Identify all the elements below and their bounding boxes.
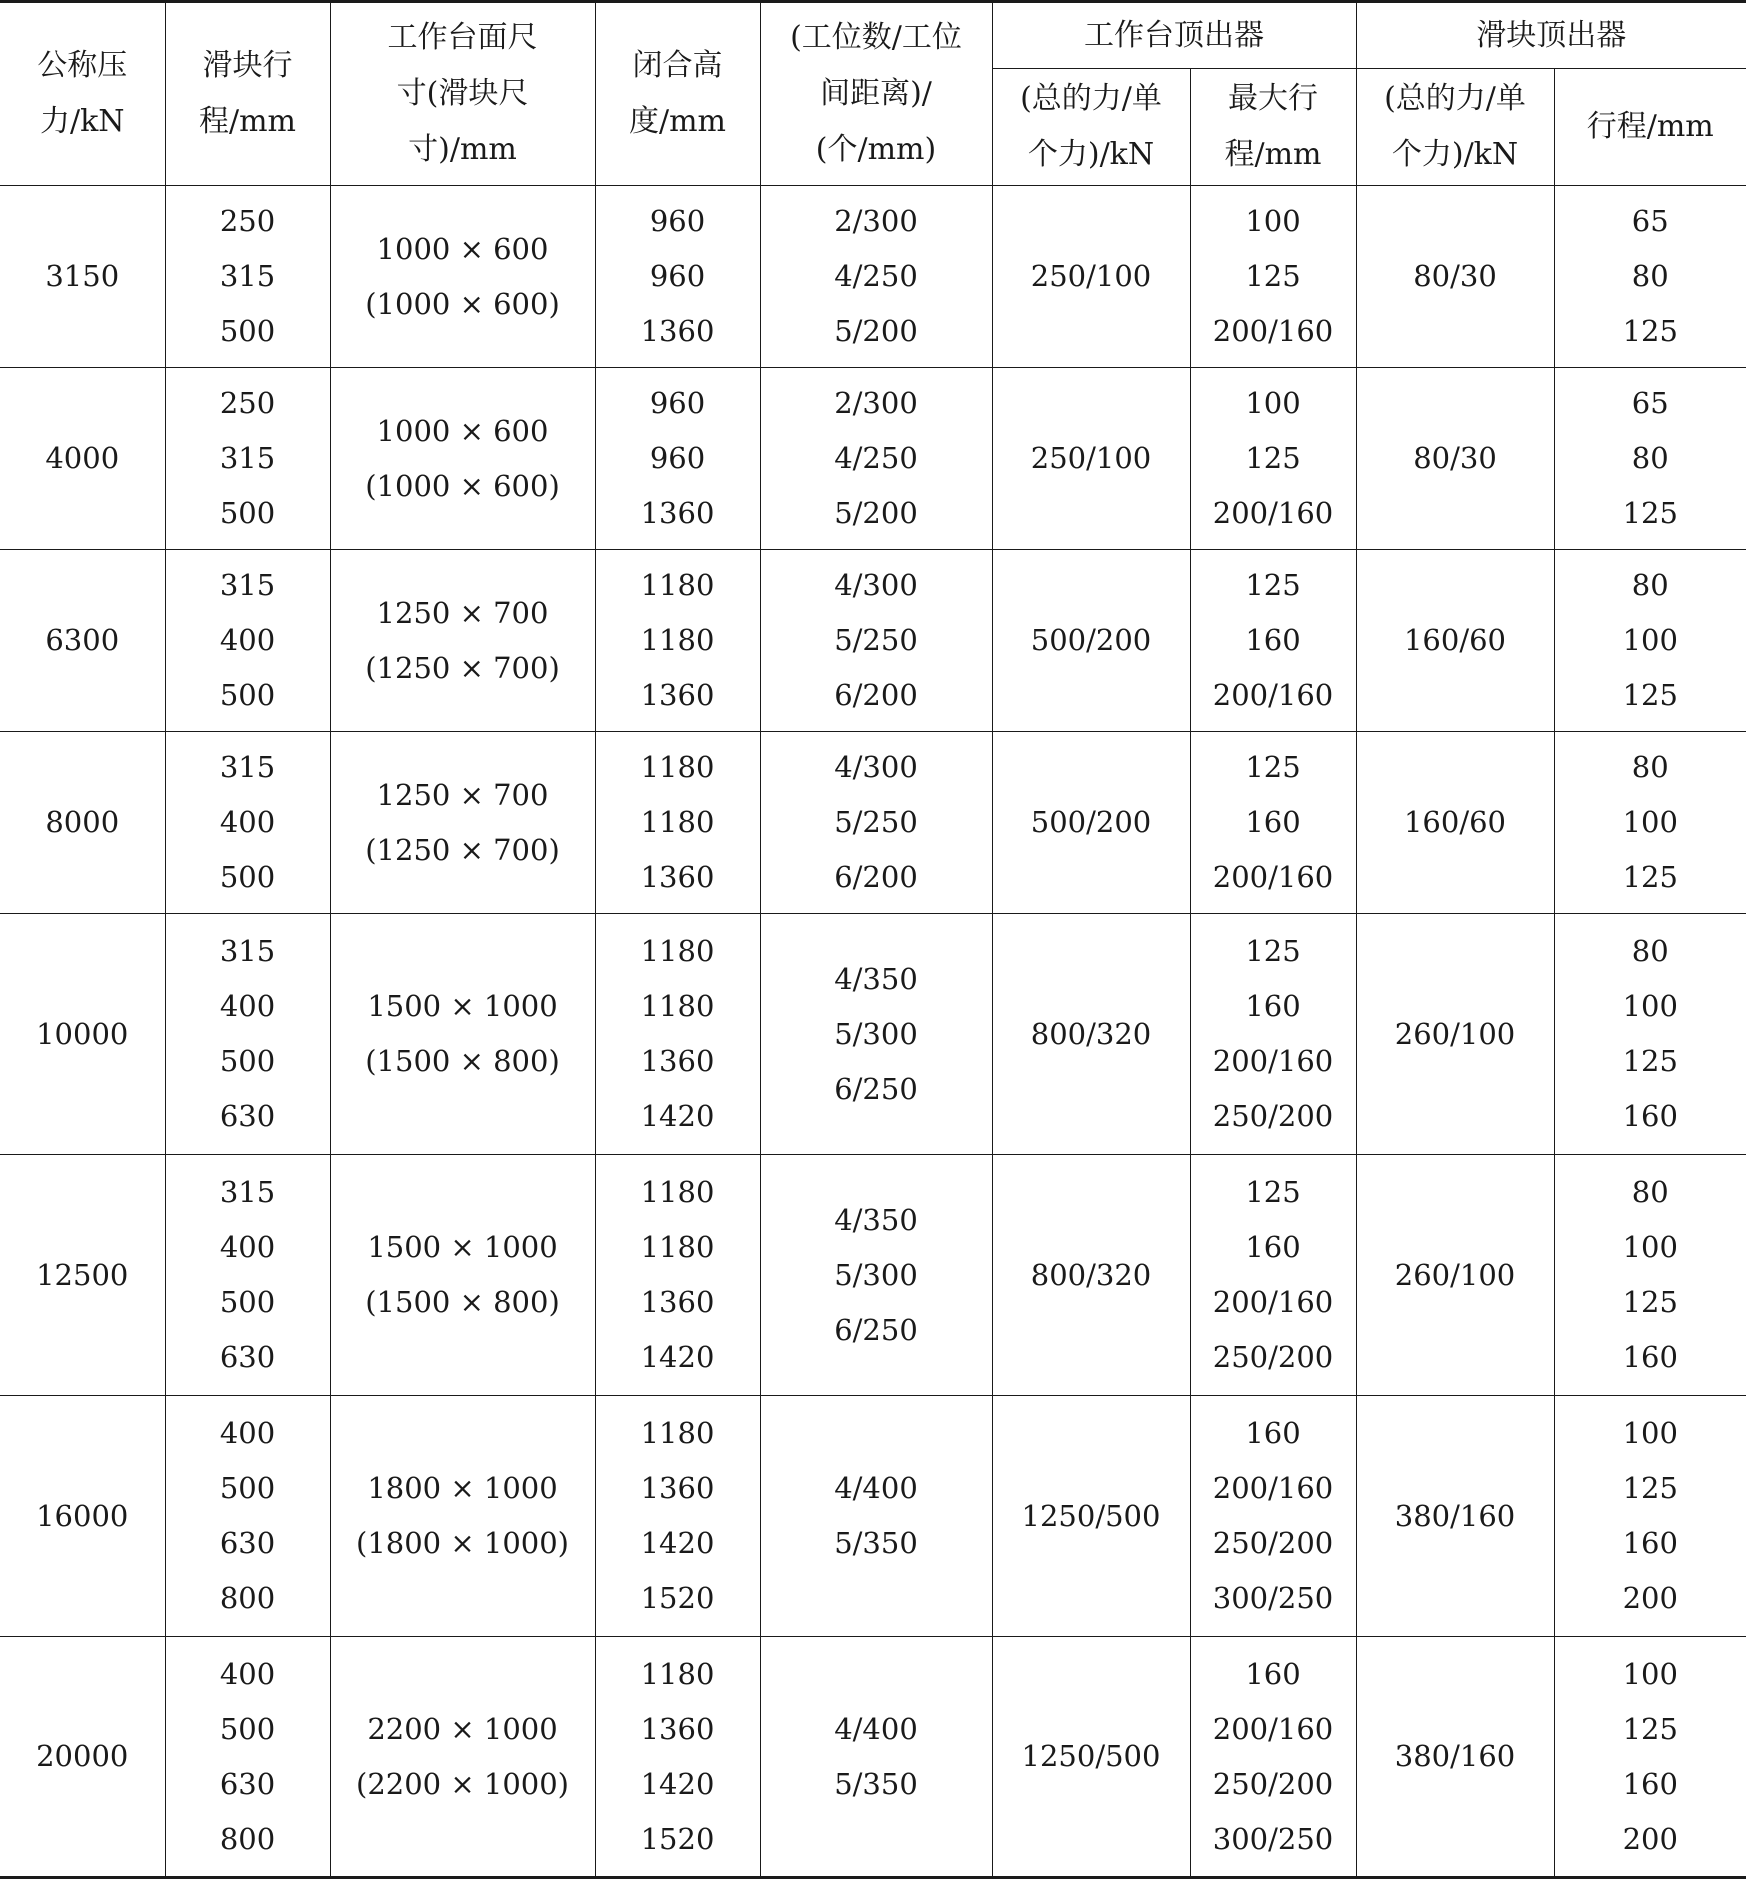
- cell-slide-ejector-force: 380/160: [1356, 1637, 1554, 1878]
- cell-table-size: 1000 × 600 (1000 × 600): [330, 186, 595, 368]
- cell-table-ejector-stroke: 100 125 200/160: [1190, 186, 1356, 368]
- header-table-ejector-force: (总的力/单 个力)/kN: [992, 69, 1190, 186]
- header-table-ejector-group: 工作台顶出器: [992, 2, 1356, 69]
- cell-shut-height: 1180 1360 1420 1520: [595, 1637, 760, 1878]
- cell-table-ejector-force: 250/100: [992, 186, 1190, 368]
- header-slide-ejector-stroke: 行程/mm: [1554, 69, 1746, 186]
- cell-stations: 4/300 5/250 6/200: [760, 550, 992, 732]
- cell-stations: 4/400 5/350: [760, 1637, 992, 1878]
- cell-shut-height: 1180 1180 1360: [595, 550, 760, 732]
- cell-slide-stroke: 315 400 500 630: [165, 914, 330, 1155]
- cell-table-ejector-force: 800/320: [992, 1155, 1190, 1396]
- cell-slide-ejector-stroke: 80 100 125 160: [1554, 1155, 1746, 1396]
- cell-stations: 2/300 4/250 5/200: [760, 368, 992, 550]
- cell-slide-ejector-force: 80/30: [1356, 186, 1554, 368]
- cell-shut-height: 1180 1180 1360: [595, 732, 760, 914]
- cell-shut-height: 960 960 1360: [595, 368, 760, 550]
- table-row: [0, 1637, 1746, 1878]
- table-row: [0, 914, 1746, 1155]
- cell-table-size: 2200 × 1000 (2200 × 1000): [330, 1637, 595, 1878]
- cell-slide-ejector-force: 260/100: [1356, 914, 1554, 1155]
- cell-shut-height: 1180 1180 1360 1420: [595, 1155, 760, 1396]
- cell-slide-ejector-force: 160/60: [1356, 732, 1554, 914]
- header-slide-ejector-force: (总的力/单 个力)/kN: [1356, 69, 1554, 186]
- cell-slide-stroke: 250 315 500: [165, 368, 330, 550]
- cell-slide-stroke: 315 400 500: [165, 550, 330, 732]
- cell-table-ejector-stroke: 125 160 200/160 250/200: [1190, 1155, 1356, 1396]
- cell-shut-height: 1180 1360 1420 1520: [595, 1396, 760, 1637]
- header-table-ejector-stroke: 最大行 程/mm: [1190, 69, 1356, 186]
- cell-slide-ejector-stroke: 80 100 125: [1554, 550, 1746, 732]
- cell-slide-stroke: 400 500 630 800: [165, 1637, 330, 1878]
- cell-slide-ejector-stroke: 100 125 160 200: [1554, 1637, 1746, 1878]
- cell-slide-ejector-force: 160/60: [1356, 550, 1554, 732]
- cell-table-ejector-stroke: 125 160 200/160: [1190, 550, 1356, 732]
- cell-slide-ejector-force: 260/100: [1356, 1155, 1554, 1396]
- cell-slide-ejector-stroke: 65 80 125: [1554, 368, 1746, 550]
- cell-slide-ejector-force: 80/30: [1356, 368, 1554, 550]
- header-nominal-force: 公称压 力/kN: [0, 2, 165, 186]
- cell-slide-ejector-stroke: 100 125 160 200: [1554, 1396, 1746, 1637]
- cell-slide-stroke: 315 400 500: [165, 732, 330, 914]
- cell-nominal-force: 20000: [0, 1637, 165, 1878]
- cell-table-size: 1500 × 1000 (1500 × 800): [330, 1155, 595, 1396]
- cell-nominal-force: 4000: [0, 368, 165, 550]
- cell-table-ejector-force: 500/200: [992, 732, 1190, 914]
- cell-table-ejector-force: 500/200: [992, 550, 1190, 732]
- table-header: [0, 2, 1746, 186]
- cell-stations: 2/300 4/250 5/200: [760, 186, 992, 368]
- cell-table-ejector-force: 800/320: [992, 914, 1190, 1155]
- cell-nominal-force: 12500: [0, 1155, 165, 1396]
- cell-slide-stroke: 400 500 630 800: [165, 1396, 330, 1637]
- cell-table-ejector-stroke: 160 200/160 250/200 300/250: [1190, 1396, 1356, 1637]
- cell-table-ejector-stroke: 160 200/160 250/200 300/250: [1190, 1637, 1356, 1878]
- cell-stations: 4/350 5/300 6/250: [760, 914, 992, 1155]
- cell-slide-ejector-stroke: 80 100 125 160: [1554, 914, 1746, 1155]
- cell-table-size: 1500 × 1000 (1500 × 800): [330, 914, 595, 1155]
- cell-table-ejector-force: 1250/500: [992, 1396, 1190, 1637]
- cell-nominal-force: 3150: [0, 186, 165, 368]
- cell-table-size: 1250 × 700 (1250 × 700): [330, 732, 595, 914]
- cell-nominal-force: 8000: [0, 732, 165, 914]
- cell-slide-ejector-stroke: 65 80 125: [1554, 186, 1746, 368]
- table-body: [0, 186, 1746, 1878]
- cell-slide-stroke: 315 400 500 630: [165, 1155, 330, 1396]
- cell-table-ejector-force: 1250/500: [992, 1637, 1190, 1878]
- header-slide-ejector-group: 滑块顶出器: [1356, 2, 1746, 69]
- cell-shut-height: 960 960 1360: [595, 186, 760, 368]
- cell-nominal-force: 16000: [0, 1396, 165, 1637]
- cell-table-ejector-stroke: 100 125 200/160: [1190, 368, 1356, 550]
- header-slide-stroke: 滑块行 程/mm: [165, 2, 330, 186]
- cell-table-ejector-stroke: 125 160 200/160: [1190, 732, 1356, 914]
- cell-nominal-force: 10000: [0, 914, 165, 1155]
- table-row: [0, 1396, 1746, 1637]
- table-row: [0, 732, 1746, 914]
- cell-shut-height: 1180 1180 1360 1420: [595, 914, 760, 1155]
- cell-nominal-force: 6300: [0, 550, 165, 732]
- cell-table-ejector-stroke: 125 160 200/160 250/200: [1190, 914, 1356, 1155]
- cell-table-size: 1250 × 700 (1250 × 700): [330, 550, 595, 732]
- table-row: [0, 186, 1746, 368]
- cell-stations: 4/300 5/250 6/200: [760, 732, 992, 914]
- cell-table-ejector-force: 250/100: [992, 368, 1190, 550]
- cell-slide-ejector-force: 380/160: [1356, 1396, 1554, 1637]
- cell-stations: 4/400 5/350: [760, 1396, 992, 1637]
- cell-stations: 4/350 5/300 6/250: [760, 1155, 992, 1396]
- cell-slide-ejector-stroke: 80 100 125: [1554, 732, 1746, 914]
- cell-slide-stroke: 250 315 500: [165, 186, 330, 368]
- cell-table-size: 1000 × 600 (1000 × 600): [330, 368, 595, 550]
- table-row: [0, 1155, 1746, 1396]
- header-stations: (工位数/工位 间距离)/ (个/mm): [760, 2, 992, 186]
- header-table-size: 工作台面尺 寸(滑块尺 寸)/mm: [330, 2, 595, 186]
- cell-table-size: 1800 × 1000 (1800 × 1000): [330, 1396, 595, 1637]
- header-row-1: [0, 2, 1746, 69]
- header-shut-height: 闭合高 度/mm: [595, 2, 760, 186]
- table-row: [0, 550, 1746, 732]
- table-row: [0, 368, 1746, 550]
